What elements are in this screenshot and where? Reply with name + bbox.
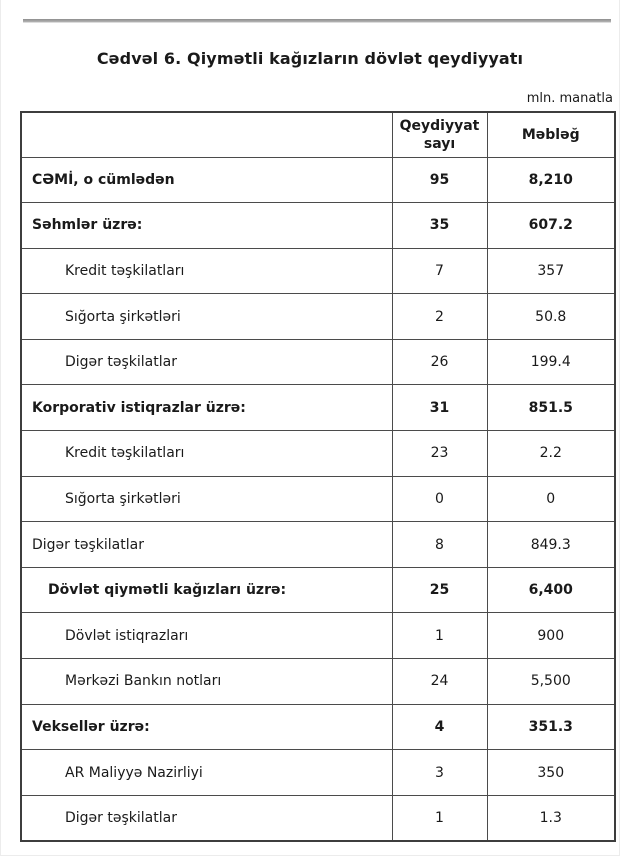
- row-amount-cell: 2.2: [487, 431, 615, 477]
- row-amount-cell: 851.5: [487, 385, 615, 431]
- table-header-row: [21, 112, 615, 157]
- unit-label: mln. manatla: [526, 91, 613, 106]
- row-label-cell: Veksellər üzrə:: [21, 704, 392, 750]
- table-row: [21, 704, 615, 750]
- row-amount-cell: 6,400: [487, 567, 615, 613]
- top-divider-rule: [23, 19, 611, 22]
- table-row: [21, 567, 615, 613]
- header-amount-cell: Məbləğ: [487, 112, 615, 157]
- row-amount-cell: 5,500: [487, 659, 615, 705]
- row-count-cell: 25: [392, 567, 487, 613]
- row-label-cell: Digər təşkilatlar: [21, 339, 392, 385]
- table-row: [21, 659, 615, 705]
- row-count-cell: 35: [392, 203, 487, 249]
- row-count-cell: 95: [392, 157, 487, 203]
- row-count-cell: 3: [392, 750, 487, 796]
- row-amount-cell: 50.8: [487, 294, 615, 340]
- row-count-cell: 1: [392, 613, 487, 659]
- table-row: [21, 339, 615, 385]
- row-label-cell: Dövlət qiymətli kağızları üzrə:: [21, 567, 392, 613]
- row-label-cell: Dövlət istiqrazları: [21, 613, 392, 659]
- table-row: [21, 157, 615, 203]
- row-count-cell: 26: [392, 339, 487, 385]
- row-amount-cell: 849.3: [487, 522, 615, 568]
- table-row: [21, 476, 615, 522]
- table-row: [21, 248, 615, 294]
- row-count-cell: 0: [392, 476, 487, 522]
- table-row: [21, 385, 615, 431]
- table-row: [21, 750, 615, 796]
- row-amount-cell: 900: [487, 613, 615, 659]
- row-label-cell: Sığorta şirkətləri: [21, 476, 392, 522]
- row-count-cell: 8: [392, 522, 487, 568]
- row-label-cell: Digər təşkilatlar: [21, 522, 392, 568]
- row-label-cell: Kredit təşkilatları: [21, 248, 392, 294]
- row-amount-cell: 607.2: [487, 203, 615, 249]
- header-empty-cell: [21, 112, 392, 157]
- table-body: [21, 157, 615, 841]
- row-label-cell: Səhmlər üzrə:: [21, 203, 392, 249]
- row-count-cell: 1: [392, 795, 487, 841]
- securities-registration-table: [20, 111, 616, 842]
- row-label-cell: Korporativ istiqrazlar üzrə:: [21, 385, 392, 431]
- row-label-cell: AR Maliyyə Nazirliyi: [21, 750, 392, 796]
- row-amount-cell: 357: [487, 248, 615, 294]
- row-amount-cell: 199.4: [487, 339, 615, 385]
- row-label-cell: Mərkəzi Bankın notları: [21, 659, 392, 705]
- header-count-cell: Qeydiyyat sayı: [392, 112, 487, 157]
- row-amount-cell: 0: [487, 476, 615, 522]
- table-row: [21, 522, 615, 568]
- table-row: [21, 203, 615, 249]
- row-count-cell: 23: [392, 431, 487, 477]
- table-row: [21, 613, 615, 659]
- table-row: [21, 294, 615, 340]
- row-count-cell: 24: [392, 659, 487, 705]
- row-amount-cell: 1.3: [487, 795, 615, 841]
- row-count-cell: 7: [392, 248, 487, 294]
- row-label-cell: Digər təşkilatlar: [21, 795, 392, 841]
- row-label-cell: Kredit təşkilatları: [21, 431, 392, 477]
- row-count-cell: 4: [392, 704, 487, 750]
- page-title: Cədvəl 6. Qiymətli kağızların dövlət qeydiyyatı: [96, 49, 524, 68]
- row-amount-cell: 350: [487, 750, 615, 796]
- table-row: [21, 795, 615, 841]
- table-row: [21, 431, 615, 477]
- row-count-cell: 2: [392, 294, 487, 340]
- row-amount-cell: 8,210: [487, 157, 615, 203]
- row-amount-cell: 351.3: [487, 704, 615, 750]
- row-count-cell: 31: [392, 385, 487, 431]
- row-label-cell: Sığorta şirkətləri: [21, 294, 392, 340]
- row-label-cell: CƏMİ, o cümlədən: [21, 157, 392, 203]
